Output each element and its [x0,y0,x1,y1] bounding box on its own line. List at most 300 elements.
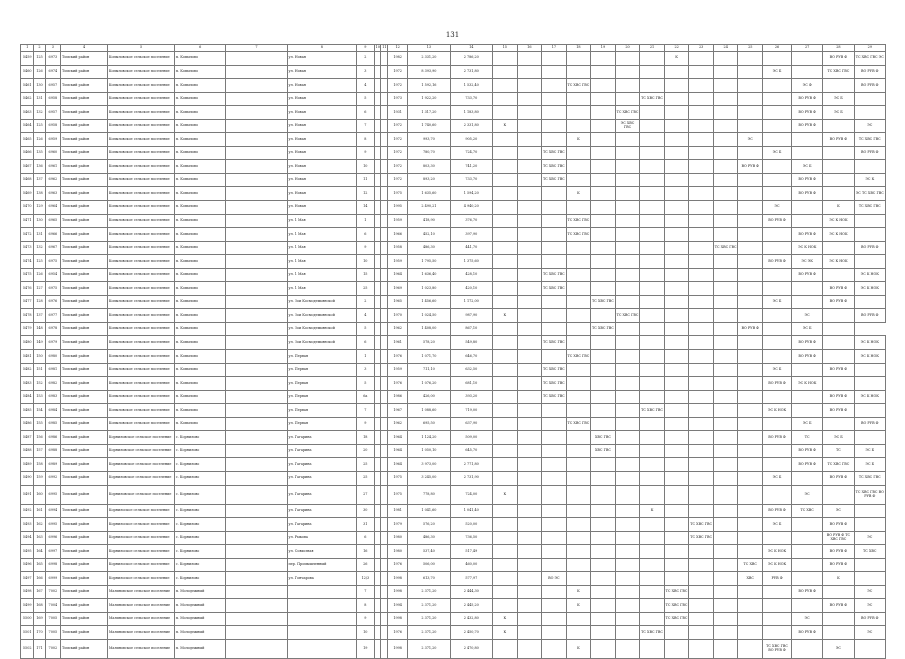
table-cell: 3 973,00 [408,458,450,472]
table-cell [493,585,518,599]
table-cell: ТС ХВС ГВС [542,146,567,160]
table-cell: п. Молодежный [175,599,226,613]
table-cell: 6984 [45,404,61,418]
table-cell [713,201,738,215]
table-cell [226,336,287,350]
table-cell: ул. Новая [287,65,356,79]
table-cell [566,404,591,418]
table-cell: Томский район [61,363,108,377]
table-cell: 2 490,21 [408,201,450,215]
table-cell [591,599,616,613]
table-cell: 1 088,60 [408,404,450,418]
table-cell [854,404,885,418]
table-cell [689,214,714,228]
table-cell [226,214,287,228]
table-cell: ВО РУВ Ф [823,295,854,309]
table-cell [517,92,542,106]
table-cell: п. Молодежный [175,585,226,599]
table-cell [792,282,823,296]
table-cell: ТС ХВС ГВС [542,390,567,404]
table-cell [226,444,287,458]
table-cell: ВО РУВ Ф [792,119,823,133]
table-cell: 136 [34,160,45,174]
table-cell [640,417,665,431]
table-cell [689,431,714,445]
table-cell: ЭС [792,309,823,323]
table-cell [381,92,388,106]
table-cell [374,417,381,431]
table-cell [542,92,567,106]
table-cell [615,241,640,255]
table-cell [374,201,381,215]
table-cell: ЭС К НОК [854,282,885,296]
table-cell [517,639,542,658]
table-cell [566,336,591,350]
table-cell: 420,10 [450,282,492,296]
table-cell: ТС ХВС ГВС [542,377,567,391]
table-cell: ВО РУВ Ф [763,255,792,269]
table-cell: РУВ Ф [763,572,792,586]
table-cell [226,639,287,658]
table-cell: с. Корнилово [175,431,226,445]
table-cell [493,377,518,391]
table-row [21,572,886,586]
table-cell [640,585,665,599]
table-cell [615,133,640,147]
table-cell: Томский район [61,65,108,79]
table-cell: ВО РУВ Ф [823,133,854,147]
table-cell: 152 [34,377,45,391]
table-cell [689,52,714,66]
table-cell [591,531,616,545]
table-cell: Томский район [61,612,108,626]
table-cell: 1 024,50 [408,309,450,323]
table-cell [287,585,356,599]
table-cell: 8 393,90 [408,65,450,79]
table-cell: Корниловское сельское поселение [108,471,175,485]
table-row [21,518,886,532]
table-cell: п. Копылово [175,336,226,350]
table-cell: Томский район [61,572,108,586]
table-cell [664,79,689,93]
table-cell [517,558,542,572]
table-cell: Томский район [61,585,108,599]
table-cell [792,572,823,586]
table-cell: ул. Новая [287,201,356,215]
table-cell: 1995 [388,201,408,215]
table-row [21,390,886,404]
table-cell [738,599,763,613]
table-cell [823,173,854,187]
table-cell: 695,50 [408,417,450,431]
table-cell: ВО РУВ Ф [854,309,885,323]
table-cell [854,214,885,228]
table-cell: Томский район [61,390,108,404]
table-cell [542,431,567,445]
table-cell: ЭС К НОК [854,350,885,364]
table-cell [226,241,287,255]
table-cell: с. Корнилово [175,545,226,559]
table-cell [664,336,689,350]
table-cell [664,417,689,431]
table-cell [493,65,518,79]
table-cell: 5475 [21,268,34,282]
table-cell: 7002 [45,585,61,599]
table-cell [493,350,518,364]
table-cell [374,404,381,418]
table-cell [713,558,738,572]
table-cell: ВО РУВ Ф [792,106,823,120]
table-cell [381,518,388,532]
table-row [21,282,886,296]
table-cell [640,363,665,377]
table-cell: 1967 [388,404,408,418]
table-cell [517,518,542,532]
table-cell [381,322,388,336]
table-cell [542,65,567,79]
table-cell [566,309,591,323]
table-cell [664,282,689,296]
table-cell: ТС ХВС ГВС [664,585,689,599]
table-cell [689,404,714,418]
table-cell [591,612,616,626]
table-cell [517,417,542,431]
table-cell [591,350,616,364]
table-cell: с. Корнилово [175,444,226,458]
table-cell: п. Копылово [175,133,226,147]
table-cell: ТС ХВС ГВС [566,79,591,93]
table-cell: ул. Первая [287,377,356,391]
table-cell: 1972 [388,146,408,160]
table-cell [542,119,567,133]
table-cell [517,404,542,418]
table-cell [792,639,823,658]
table-cell: ТС ХВС ГВС [566,214,591,228]
table-cell: п. Копылово [175,187,226,201]
table-cell: 6985 [45,417,61,431]
table-cell [287,626,356,640]
table-cell [493,572,518,586]
table-cell [542,558,567,572]
table-cell: 7005 [45,612,61,626]
table-cell: 1970 [388,309,408,323]
table-cell: Томский район [61,444,108,458]
table-cell [615,336,640,350]
table-cell [615,173,640,187]
table-cell [664,350,689,364]
table-cell: 138 [34,187,45,201]
table-row [21,431,886,445]
table-cell [713,471,738,485]
table-cell: ТС ХВС ГВС [664,612,689,626]
table-cell: 5488 [21,444,34,458]
table-cell [640,173,665,187]
table-cell: Томский район [61,639,108,658]
table-cell [713,65,738,79]
table-cell [615,639,640,658]
table-cell [517,612,542,626]
table-cell [381,545,388,559]
table-cell [517,377,542,391]
table-cell [689,282,714,296]
table-cell: 1976 [388,558,408,572]
table-cell [542,214,567,228]
table-cell [566,363,591,377]
table-cell [517,485,542,504]
table-cell [566,65,591,79]
table-cell: 1972 [388,119,408,133]
table-cell [226,322,287,336]
table-cell: ул. Совхозная [287,545,356,559]
table-cell: ул. Гагарина [287,504,356,518]
table-cell [381,336,388,350]
table-cell [493,146,518,160]
table-cell [763,444,792,458]
table-cell: 2 444,30 [450,585,492,599]
table-cell: Томский район [61,268,108,282]
table-cell: Томский район [61,201,108,215]
table-cell: 10 [356,255,374,269]
table-cell: 1972 [388,65,408,79]
table-cell: 6960 [45,146,61,160]
table-cell [664,458,689,472]
table-cell: ЭС Б [792,417,823,431]
table-cell [615,531,640,545]
table-cell [664,214,689,228]
table-cell: Томский район [61,255,108,269]
table-cell: 1998 [388,612,408,626]
table-cell [823,119,854,133]
table-cell [381,485,388,504]
table-cell: 6962 [45,173,61,187]
table-cell: ЭС [823,639,854,658]
table-cell: 16 [356,545,374,559]
table-cell [738,52,763,66]
table-cell [374,173,381,187]
table-cell: 1 375,60 [450,255,492,269]
table-cell: ул. Новая [287,146,356,160]
table-cell [854,431,885,445]
table-cell: Томский район [61,295,108,309]
table-cell [374,119,381,133]
table-cell: ЭС [763,201,792,215]
table-cell [591,268,616,282]
table-cell [689,471,714,485]
table-row [21,133,886,147]
table-cell [566,268,591,282]
table-row [21,52,886,66]
table-cell [689,363,714,377]
table-cell [763,160,792,174]
table-cell: ТС ХВС ГВС [566,350,591,364]
table-cell: п. Копылово [175,160,226,174]
table-cell [517,255,542,269]
table-cell: 5490 [21,471,34,485]
table-cell: 6989 [45,458,61,472]
table-cell: 20 [356,444,374,458]
table-cell [542,187,567,201]
table-cell [738,214,763,228]
table-cell: 1964 [388,458,408,472]
table-cell: 1965 [388,295,408,309]
table-cell [854,255,885,269]
table-cell [591,309,616,323]
table-cell [517,309,542,323]
table-cell: 170 [34,626,45,640]
table-cell: Копыловское сельское поселение [108,133,175,147]
table-cell [640,309,665,323]
table-cell: Томский район [61,558,108,572]
table-cell: ул. Первая [287,363,356,377]
table-cell: п. Копылово [175,201,226,215]
table-cell [615,228,640,242]
table-cell [713,485,738,504]
table-cell: Малиновское сельское поселение [108,599,175,613]
table-cell [664,363,689,377]
table-cell [493,241,518,255]
table-cell [689,268,714,282]
table-cell: 2 432,80 [450,612,492,626]
table-cell [689,146,714,160]
table-cell [615,518,640,532]
table-cell: 1972 [388,173,408,187]
table-cell [792,52,823,66]
column-number: 12 [388,45,408,52]
table-cell: 905,20 [450,133,492,147]
table-cell: ул. Первая [287,417,356,431]
table-cell [854,106,885,120]
table-cell [591,201,616,215]
table-cell: 1980 [388,531,408,545]
table-cell [738,471,763,485]
table-cell: ул. Новая [287,173,356,187]
table-cell: 3 [356,363,374,377]
table-cell: 5477 [21,295,34,309]
table-cell: 25 [356,282,374,296]
table-cell: ТС ХВС ГВС [566,417,591,431]
column-number: 28 [823,45,854,52]
table-cell [763,626,792,640]
table-cell: ВО РУВ Ф [738,322,763,336]
table-cell [738,65,763,79]
table-cell: 5472 [21,228,34,242]
table-cell [566,612,591,626]
column-number: 7 [226,45,287,52]
table-cell [664,504,689,518]
table-cell [566,377,591,391]
table-cell: 15 [356,268,374,282]
table-cell: 26 [356,558,374,572]
table-cell: ул. Новая [287,52,356,66]
table-cell: п. Копылово [175,106,226,120]
table-cell [226,518,287,532]
table-cell: 5495 [21,545,34,559]
table-cell [381,390,388,404]
table-cell [689,228,714,242]
table-row [21,241,886,255]
table-cell: с. Корнилово [175,458,226,472]
table-cell [381,295,388,309]
table-cell: 5476 [21,282,34,296]
table-cell: Копыловское сельское поселение [108,214,175,228]
table-cell: Копыловское сельское поселение [108,173,175,187]
table-cell: 14 [356,201,374,215]
table-cell [615,282,640,296]
table-cell [566,444,591,458]
table-cell: Корнилоское сельское поселение [108,558,175,572]
table-cell [566,241,591,255]
table-cell: 5 [356,322,374,336]
table-cell: ТС ХВС ГВС ВО РУВ Ф [854,485,885,504]
table-cell: ЭС [738,133,763,147]
table-cell [615,585,640,599]
table-row [21,444,886,458]
table-cell: ТС ХВС [854,545,885,559]
table-cell: 6958 [45,119,61,133]
table-cell [591,65,616,79]
table-cell [374,268,381,282]
table-cell [713,417,738,431]
column-number: 10 [374,45,381,52]
table-cell: 161 [34,504,45,518]
table-cell [517,119,542,133]
table-cell [542,504,567,518]
table-cell [226,458,287,472]
table-cell: Корниловское сельское поселение [108,485,175,504]
table-cell: К [566,599,591,613]
table-cell [823,626,854,640]
table-row [21,612,886,626]
table-cell: 1962 [388,322,408,336]
table-row [21,504,886,518]
table-cell [664,201,689,215]
table-cell [374,322,381,336]
table-cell [615,504,640,518]
table-cell: ЭС [823,504,854,518]
table-cell: 131 [34,228,45,242]
table-cell [374,79,381,93]
table-cell: 645,70 [450,444,492,458]
table-cell [738,390,763,404]
table-cell: 5480 [21,336,34,350]
table-cell [640,471,665,485]
table-cell: Томский район [61,228,108,242]
table-cell: 5 [356,92,374,106]
table-cell: К [493,309,518,323]
column-number: 22 [664,45,689,52]
table-cell: 2 331,80 [450,119,492,133]
table-cell: с. Корнилово [175,471,226,485]
table-cell [381,558,388,572]
table-cell [823,268,854,282]
table-cell: 637,90 [450,417,492,431]
table-cell: 6974 [45,65,61,79]
table-cell [591,518,616,532]
table-cell: 2 731,80 [450,65,492,79]
table-cell [615,458,640,472]
table-cell: 25 [356,458,374,472]
table-cell: ТС ХВС ГВС [615,309,640,323]
table-cell [738,295,763,309]
table-cell [226,52,287,66]
table-cell: 5473 [21,241,34,255]
table-cell: ТС ХВС ГВС [615,106,640,120]
column-number: 11 [381,45,388,52]
table-cell [713,187,738,201]
table-cell [713,545,738,559]
table-cell [374,458,381,472]
table-cell [226,268,287,282]
